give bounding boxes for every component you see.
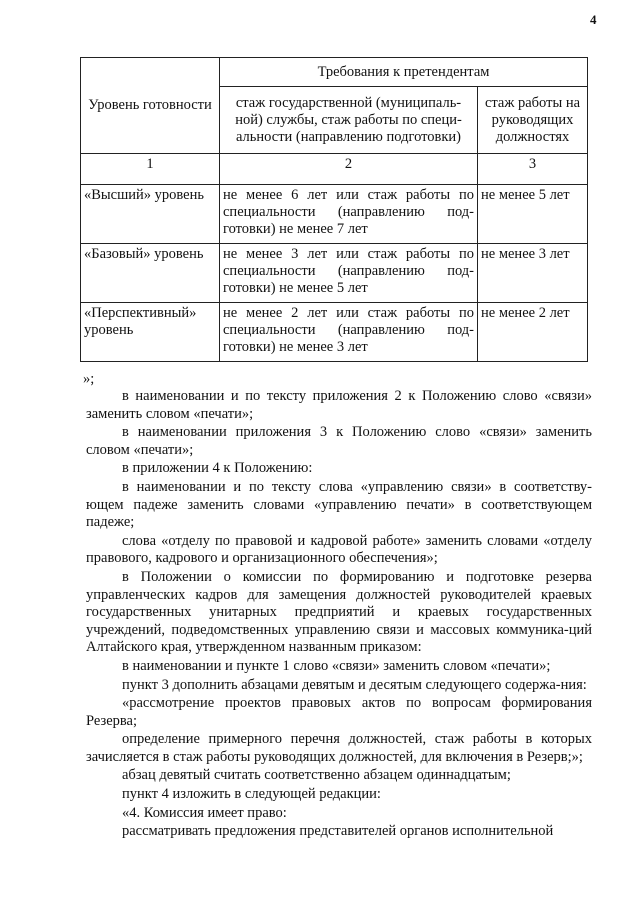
paragraph: в наименовании и по тексту приложения 2 к Положению слово «связи» заменить словом «печати»; (86, 388, 592, 422)
column-number-row (81, 154, 588, 185)
paragraph: определение примерного перечня должностей, стаж работы в которых зачисляется в стаж работы руководящих должностей, для включения в Резерв;»; (86, 731, 592, 765)
level-cell: «Базовый» уровень (81, 244, 220, 303)
document-body (86, 388, 592, 842)
paragraph: пункт 3 дополнить абзацами девятым и десятым следующего содержа-ния: (122, 676, 587, 693)
paragraph: в Положении о комиссии по формированию и подготовке резерва управленческих кадров для замещения должностей руководителей краевых государственных унитарных предприятий и краевых государственных учреждений, подведомственных управлению связи и массовых коммуника-ций Алтайского края, утвержденном названным приказом: (86, 568, 592, 656)
level-cell: «Высший» уровень (81, 185, 220, 244)
paragraph: «рассмотрение проектов правовых актов по вопросам формирования Резерва; (86, 695, 592, 729)
paragraph: в наименовании и по тексту слова «управлению связи» в соответству-ющем падеже заменить словами «управлению печати» в соответствующем падеже; (86, 478, 592, 531)
paragraph: «4. Комиссия имеет право: (122, 804, 287, 821)
column-number: 3 (478, 154, 588, 185)
level-cell: «Перспективный» уровень (81, 303, 220, 362)
table-row (81, 244, 588, 303)
table-header-row (81, 58, 588, 87)
paragraph: абзац девятый считать соответственно абзацем одиннадцатым; (122, 767, 511, 784)
header-requirements: Требования к претендентам (220, 58, 588, 87)
column-number: 2 (220, 154, 478, 185)
paragraph: в наименовании и пункте 1 слово «связи» заменить словом «печати»; (122, 657, 551, 674)
header-level: Уровень готовности (81, 58, 220, 154)
requirements-table (80, 57, 588, 362)
closing-quote: »; (83, 371, 95, 387)
paragraph: в наименовании приложения 3 к Положению слово «связи» заменить словом «печати»; (86, 424, 592, 458)
header-col3: стаж работы на руководящих должностях (478, 87, 588, 154)
table-row (81, 185, 588, 244)
management-experience-cell: не менее 3 лет (478, 244, 588, 303)
experience-cell: не менее 2 лет или стаж работы по специальности (направлению под-готовки) не менее 3 лет (220, 303, 478, 362)
experience-cell: не менее 3 лет или стаж работы по специальности (направлению под-готовки) не менее 5 лет (220, 244, 478, 303)
table-row (81, 303, 588, 362)
experience-cell: не менее 6 лет или стаж работы по специальности (направлению под-готовки) не менее 7 лет (220, 185, 478, 244)
page-number: 4 (590, 12, 597, 27)
paragraph: в приложении 4 к Положению: (122, 460, 313, 477)
management-experience-cell: не менее 2 лет (478, 303, 588, 362)
paragraph: рассматривать предложения представителей органов исполнительной (122, 823, 554, 840)
header-col2: стаж государственной (муниципаль-ной) службы, стаж работы по специ-альности (направлению подготовки) (220, 87, 478, 154)
paragraph: пункт 4 изложить в следующей редакции: (122, 786, 381, 803)
paragraph: слова «отделу по правовой и кадровой работе» заменить словами «отделу правового, кадрового и организационного обеспечения»; (86, 532, 592, 567)
column-number: 1 (81, 154, 220, 185)
management-experience-cell: не менее 5 лет (478, 185, 588, 244)
